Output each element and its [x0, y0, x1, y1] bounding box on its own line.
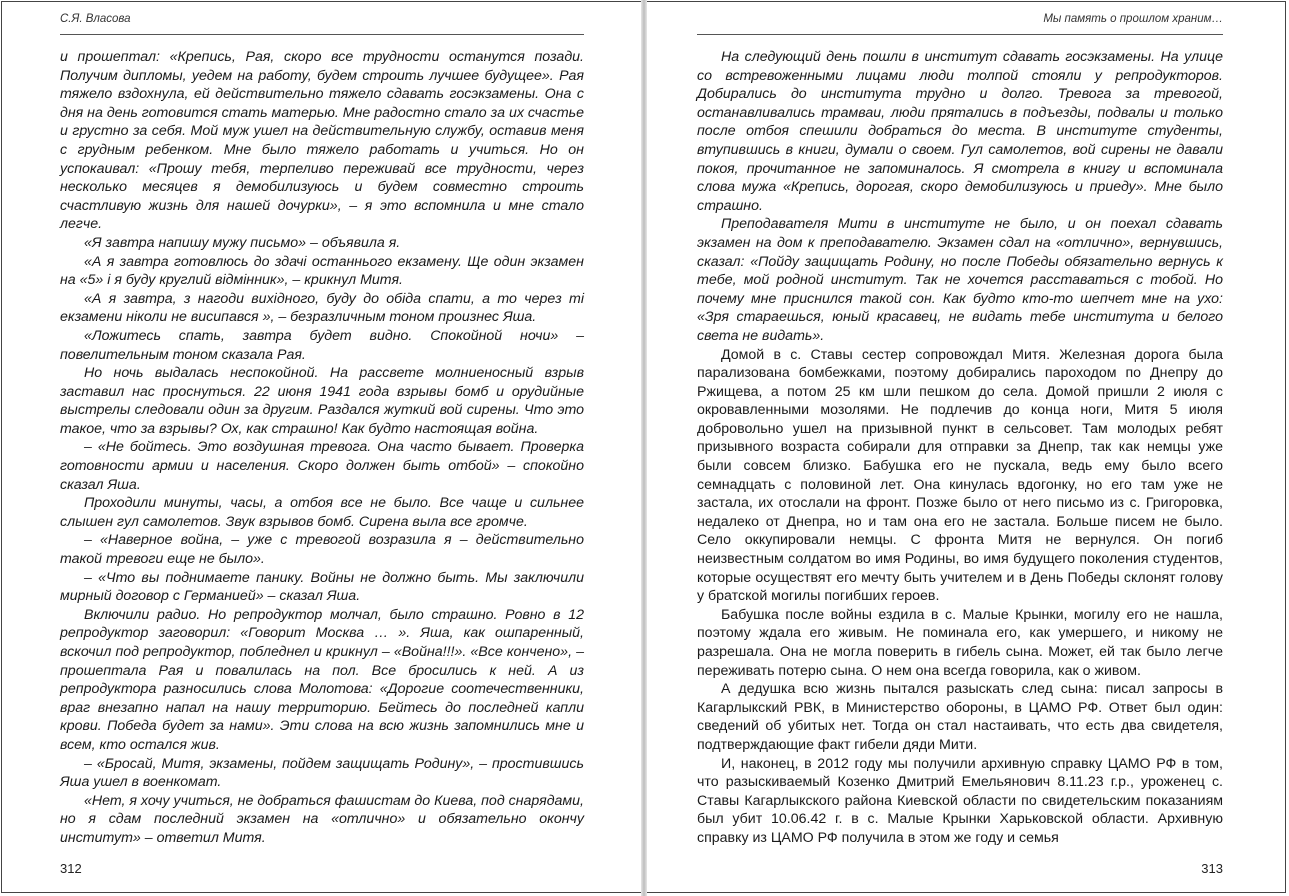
paragraph: «Нет, я хочу учиться, не добраться фашистам до Киева, под снарядами, но я сдам последний экзамен на «отлично» и обязательно окончу институт» – ответил Митя. — [60, 792, 584, 846]
paragraph: На следующий день пошли в институт сдавать госэкзамены. На улице со встревоженными лицами люди толпой стояли у репродукторов. Добирались до института трудно и долго. Тревога за тревогой, останавливались трамваи, люди прятались в подъезды, подвалы и только после отбоя спешили добраться до места. В институте студенты, втупившись в книги, думали о своем. Гул самолетов, вой сирены не давали покоя, прочитанное не запоминалось. Я смотрела в книгу и вспоминала слова мужа «Крепись, дорогая, скоро демобилизуюсь и приеду». Мне было страшно. — [697, 49, 1223, 214]
paragraph: – «Бросай, Митя, экзамены, пойдем защищать Родину», – простившись Яша ушел в военкомат. — [60, 755, 584, 791]
left-running-head: С.Я. Власова — [60, 13, 131, 25]
paragraph: Включили радио. Но репродуктор молчал, было страшно. Ровно в 12 репродуктор заговорил: «Говорит Москва … ». Яша, как ошпаренный, вскочил под репродуктор, побледнел и крикнул – «Война!!!». «Все кончено», – прошептала Рая и повалилась на пол. Все бросились к ней. А из репродуктора разносились слова Молотова: «Дорогие соотечественники, враг внезапно напал на нашу территорию. Бейтесь до последней капли крови. Победа будет за нами». Эти слова на всю жизнь запомнились мне и всем, кто остался жив. — [60, 606, 584, 753]
right-page-body — [697, 48, 1223, 848]
paragraph: А дедушка всю жизнь пытался разыскать след сына: писал запросы в Кагарлыкский РВК, в Министерство обороны, в ЦАМО РФ. Ответ был один: сведений об убитых нет. Тогда он стал настаивать, что есть два свидетеля, подтверждающие факт гибели дяди Мити. — [697, 681, 1223, 753]
paragraph: «Я завтра напишу мужу письмо» – объявила я. — [84, 234, 401, 251]
left-page-number: 312 — [60, 861, 82, 876]
paragraph: Домой в с. Ставы сестер сопровождал Митя. Железная дорога была парализована бомбежками, поэтому добирались пароходом по Днепру до Ржищева, а потом 25 км шли пешком до села. Домой пришли 2 июля с окровавленными мозолями. Не подлечив до конца ноги, Митя 5 июля добровольно ушел на призывной пункт в сельсовет. Там молодых ребят призывного возраста собирали для отправки за Днепр, так как немцы уже были совсем близко. Бабушка его не пускала, ведь ему было всего семнадцать с половиной лет. Она кинулась вдогонку, но его там уже не застала, их отослали на фронт. Позже было от него письмо из с. Григоровка, недалеко от Днепра, но и там она его не застала. Больше писем не было. Село оккупировали немцы. С фронта Митя не вернулся. Он погиб неизвестным солдатом во имя Родины, во имя будущего поколения студентов, которые осуществят его мечту быть учителем и в День Победы склонят голову у братской могилы погибших героев. — [697, 346, 1223, 605]
paragraph: и прошептал: «Крепись, Рая, скоро все трудности останутся позади. Получим дипломы, уедем на работу, будем строить лучшее будущее». Рая тяжело вздохнула, ей действительно тяжело сдавать госэкзамены. Она с дня на день готовится стать матерью. Мне радостно стало за их счастье и грустно за себя. Мой муж ушел на действительную службу, оставив меня с грудным ребенком. Мне было тяжело работать и учиться. Но он успокаивал: «Прошу тебя, терпеливо переживай все трудности, через несколько месяцев я демобилизуюсь и будем совместно строить счастливую жизнь для нашей дочурки», – я это вспомнила и мне стало легче. — [60, 49, 584, 233]
left-page — [0, 0, 642, 896]
paragraph: Но ночь выдалась неспокойной. На рассвете молниеносный взрыв заставил нас проснуться. 22 июня 1941 года взрывы бомб и орудийные выстрелы следовали один за другим. Раздался жуткий вой сирены. Что это такое, что за взрывы? Ох, как страшно! Как будто настоящая война. — [60, 365, 584, 437]
paragraph: – «Не бойтесь. Это воздушная тревога. Она часто бывает. Проверка готовности армии и населения. Скоро должен быть отбой» – спокойно сказал Яша. — [60, 439, 584, 493]
left-header-rule — [60, 34, 584, 35]
right-header-rule — [697, 34, 1223, 35]
paragraph: «А я завтра готовлюсь до здачі останнього екзамену. Ще один экзамен на «5» і я буду круглий відмінник», – крикнул Митя. — [60, 253, 584, 289]
paragraph: «А я завтра, з нагоди вихідного, буду до обіда спати, а то через ті екзамени ніколи не висипався », – безразличным тоном произнес Яша. — [60, 290, 584, 326]
right-running-head: Мы память о прошлом храним… — [1043, 13, 1223, 25]
paragraph: – «Наверное война, – уже с тревогой возразила я – действительно такой тревоги еще не было». — [60, 532, 584, 568]
paragraph: Преподавателя Мити в институте не было, и он поехал сдавать экзамен на дом к преподавателю. Экзамен сдал на «отлично», вернувшись, сказал: «Пойду защищать Родину, но после Победы обязательно вернусь к тебе, мой родной институт. Так не хочется расставаться с тобой. Но почему мне приснился такой сон. Как будто кто-то шепчет мне на ухо: «Зря стараешься, юный красавец, не видать тебе института и белого света не видать». — [697, 216, 1223, 344]
paragraph: Проходили минуты, часы, а отбоя все не было. Все чаще и сильнее слышен гул самолетов. Звук взрывов бомб. Сирена выла все громче. — [60, 495, 584, 530]
right-page-number: 313 — [1201, 861, 1223, 876]
left-page-body — [60, 48, 584, 848]
paragraph: Бабушка после войны ездила в с. Малые Крынки, могилу его не нашла, поэтому ждала его живым. Не поминала его, как умершего, и никому не разрешала. Она не могла поверить в гибель сына. Может, ей так было легче переживать потерю сына. О нем она всегда говорила, как о живом. — [697, 606, 1223, 679]
right-page — [647, 0, 1289, 896]
paragraph: «Ложитесь спать, завтра будет видно. Спокойной ночи» – повелительным тоном сказала Рая. — [60, 327, 584, 363]
paragraph: И, наконец, в 2012 году мы получили архивную справку ЦАМО РФ в том, что разыскиваемый Козенко Дмитрий Емельянович 8.11.23 г.р., уроженец с. Ставы Кагарлыкского района Киевской области по свидетельским показаниям был убит 10.06.42 г. в с. Малые Крынки Харьковской области. Архивную справку из ЦАМО РФ получила в этом же году и семья — [697, 755, 1223, 846]
paragraph: – «Что вы поднимаете панику. Войны не должно быть. Мы заключили мирный договор с Германией» – сказал Яша. — [60, 569, 584, 605]
